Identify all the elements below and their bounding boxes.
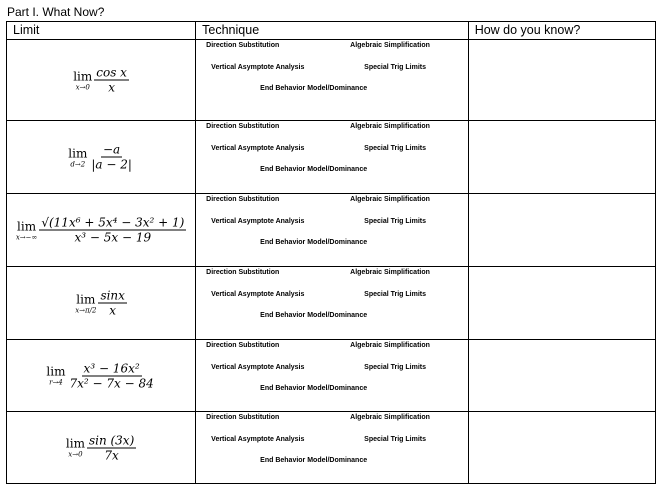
technique-option: Algebraic Simplification: [350, 342, 430, 349]
lim-label: lim: [68, 146, 88, 160]
limit-expression: [7, 143, 195, 172]
numerator: cos x: [96, 65, 127, 80]
technique-cell: [196, 267, 469, 340]
limit-expression: [7, 66, 195, 95]
lim-label: lim: [73, 69, 93, 83]
limit-cell: [7, 340, 196, 412]
lim-subscript: x→π/2: [75, 306, 97, 314]
technique-cell: [196, 412, 469, 484]
technique-option: Special Trig Limits: [364, 291, 427, 298]
technique-option: Direction Substitution: [206, 123, 280, 130]
table-row: [7, 194, 656, 267]
header-how-do-you-know: How do you know?: [468, 22, 655, 40]
limit-expression: [7, 289, 195, 318]
technique-option: Direction Substitution: [206, 42, 280, 49]
denominator: 7x: [104, 448, 119, 462]
lim-label: lim: [46, 364, 66, 379]
limit-expression: [7, 433, 195, 462]
worksheet-table: [6, 21, 656, 484]
lim-subscript: x→0: [68, 450, 83, 459]
technique-option: Vertical Asymptote Analysis: [211, 64, 305, 71]
lim-subscript: d→2: [70, 160, 86, 168]
technique-option: End Behavior Model/Dominance: [260, 385, 368, 392]
technique-option: Vertical Asymptote Analysis: [211, 145, 305, 152]
lim-subscript: x→−∞: [15, 233, 38, 241]
technique-option: Special Trig Limits: [364, 364, 427, 371]
technique-option: Vertical Asymptote Analysis: [211, 218, 305, 225]
technique-option: Special Trig Limits: [364, 145, 427, 152]
how-do-you-know-cell[interactable]: [468, 40, 655, 121]
technique-option: Algebraic Simplification: [350, 196, 430, 203]
numerator: x³ − 16x²: [83, 361, 140, 375]
denominator: x: [109, 303, 117, 318]
lim-label: lim: [17, 219, 37, 233]
technique-option: Direction Substitution: [206, 342, 280, 349]
limit-cell: [7, 267, 196, 340]
section-title: Part I. What Now?: [7, 5, 105, 19]
technique-option: Vertical Asymptote Analysis: [211, 436, 305, 443]
table-row: [7, 412, 656, 484]
limit-cell: [7, 194, 196, 267]
technique-option: Algebraic Simplification: [350, 42, 430, 49]
technique-option: Vertical Asymptote Analysis: [211, 291, 305, 298]
lim-subscript: r→4: [49, 378, 63, 387]
table-row: [7, 340, 656, 412]
technique-option: Special Trig Limits: [364, 64, 427, 71]
technique-option: Special Trig Limits: [364, 436, 427, 443]
numerator: sin (3x): [88, 433, 135, 447]
denominator: x: [108, 80, 115, 95]
technique-option: Direction Substitution: [206, 414, 280, 421]
technique-option: Direction Substitution: [206, 269, 280, 276]
limit-expression: [7, 216, 195, 245]
table-row: [7, 267, 656, 340]
table-row: [7, 121, 656, 194]
how-do-you-know-cell[interactable]: [468, 340, 655, 412]
header-limit: Limit: [7, 22, 196, 40]
technique-option: End Behavior Model/Dominance: [260, 457, 368, 464]
lim-subscript: x→0: [75, 83, 90, 91]
how-do-you-know-cell[interactable]: [468, 412, 655, 484]
technique-option: End Behavior Model/Dominance: [260, 85, 368, 92]
lim-label: lim: [65, 436, 85, 451]
technique-option: Algebraic Simplification: [350, 123, 430, 130]
limit-cell: [7, 121, 196, 194]
denominator: x³ − 5x − 19: [74, 230, 152, 245]
limit-expression: [7, 361, 195, 390]
how-do-you-know-cell[interactable]: [468, 194, 655, 267]
limit-cell: [7, 40, 196, 121]
technique-option: End Behavior Model/Dominance: [260, 239, 368, 246]
limit-cell: [7, 412, 196, 484]
numerator: −a: [103, 142, 121, 157]
technique-option: End Behavior Model/Dominance: [260, 312, 368, 319]
technique-cell: [196, 40, 469, 121]
technique-cell: [196, 340, 469, 412]
denominator: 7x² − 7x − 84: [69, 376, 154, 390]
technique-cell: [196, 121, 469, 194]
numerator: sinx: [100, 288, 125, 303]
table-row: [7, 40, 656, 121]
technique-option: Algebraic Simplification: [350, 269, 430, 276]
how-do-you-know-cell[interactable]: [468, 121, 655, 194]
technique-cell: [196, 194, 469, 267]
technique-option: Special Trig Limits: [364, 218, 427, 225]
header-technique: Technique: [196, 22, 469, 40]
technique-option: Algebraic Simplification: [350, 414, 430, 421]
lim-label: lim: [76, 292, 96, 306]
technique-option: End Behavior Model/Dominance: [260, 166, 368, 173]
how-do-you-know-cell[interactable]: [468, 267, 655, 340]
technique-option: Direction Substitution: [206, 196, 280, 203]
denominator: |a − 2|: [91, 157, 132, 172]
numerator: √(11x⁶ + 5x⁴ − 3x² + 1): [41, 215, 185, 230]
technique-option: Vertical Asymptote Analysis: [211, 364, 305, 371]
